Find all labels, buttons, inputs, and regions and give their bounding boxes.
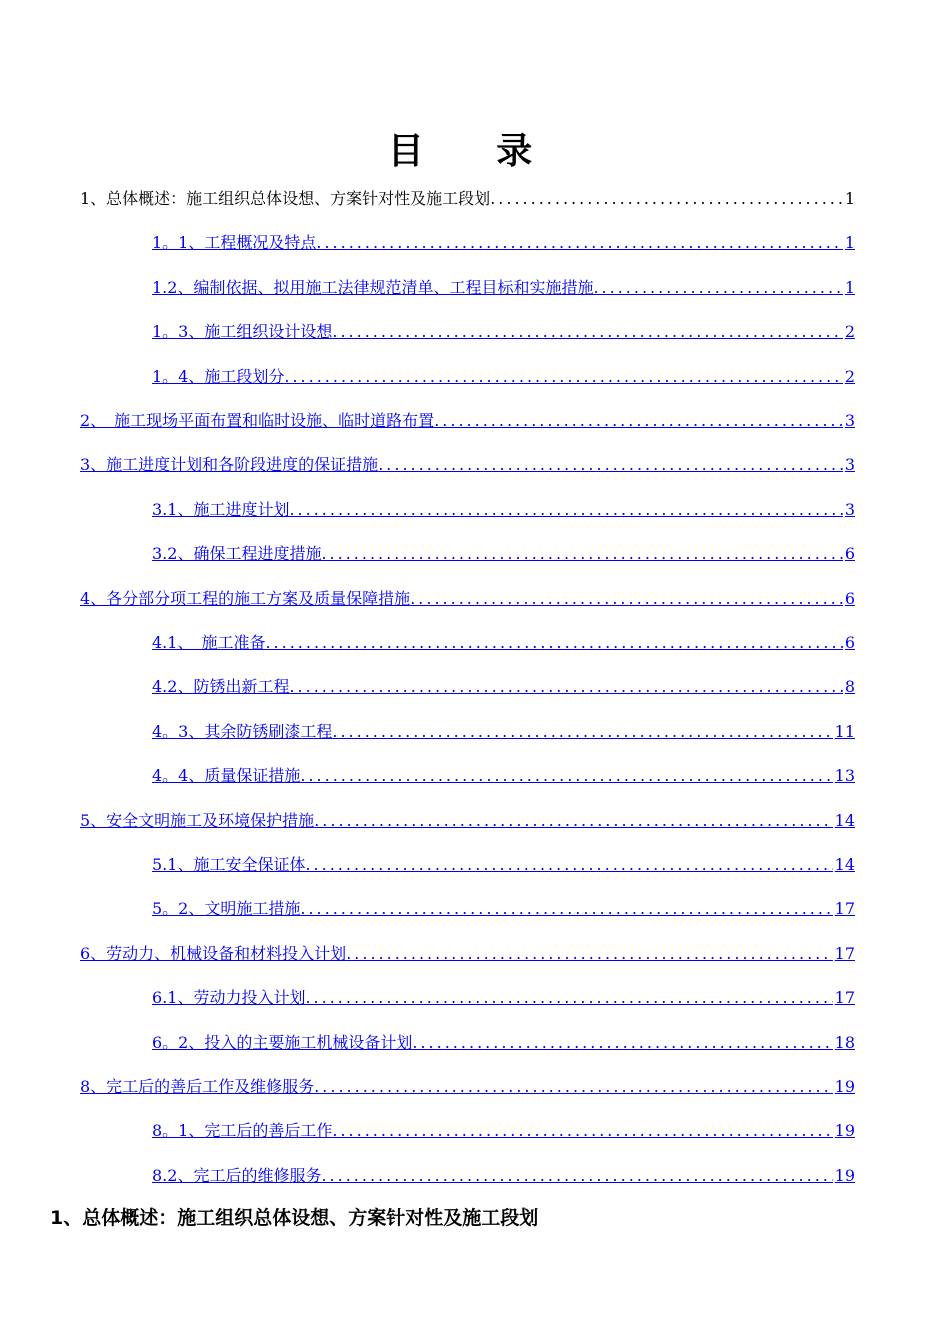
toc-entry-page: 11 <box>834 721 855 741</box>
toc-dot-leader <box>378 454 843 476</box>
toc-entry-text: 5。2、文明施工措施 <box>152 899 301 919</box>
toc-entry-text: 3、施工进度计划和各阶段进度的保证措施 <box>80 455 379 475</box>
toc-entry-page: 3 <box>844 411 855 430</box>
toc-entry[interactable] <box>80 806 855 832</box>
toc-entry-text: 5.1、施工安全保证体 <box>152 855 306 874</box>
toc-entry[interactable] <box>152 539 855 565</box>
toc-entry[interactable] <box>80 1072 855 1098</box>
toc-dot-leader <box>593 277 842 299</box>
toc-entry-text: 4.1、 施工准备 <box>152 633 266 652</box>
toc-entry[interactable] <box>152 317 855 343</box>
toc-dot-leader <box>332 721 832 743</box>
toc-entry[interactable] <box>152 672 855 698</box>
toc-entry-page: 19 <box>834 1165 855 1185</box>
toc-entry-page: 17 <box>834 988 855 1008</box>
toc-entry-text: 1、总体概述：施工组织总体设想、方案针对性及施工段划 <box>80 189 491 208</box>
toc-entry[interactable] <box>152 717 855 743</box>
toc-entry[interactable] <box>152 1161 855 1187</box>
toc-entry-text: 8。1、完工后的善后工作 <box>152 1121 333 1141</box>
toc-entry-page: 1 <box>844 189 855 208</box>
toc-dot-leader <box>289 499 842 521</box>
toc-dot-leader <box>314 810 832 832</box>
toc-dot-leader <box>314 1076 832 1098</box>
toc-dot-leader <box>300 898 832 920</box>
section-heading: 1、总体概述：施工组织总体设想、方案针对性及施工段划 <box>50 1207 539 1229</box>
toc-entry[interactable] <box>152 495 855 521</box>
toc-dot-leader <box>265 632 842 654</box>
toc-entry[interactable] <box>80 406 855 432</box>
toc-entry-page: 3 <box>844 455 855 475</box>
toc-entry-text: 4.2、防锈出新工程 <box>152 677 290 697</box>
toc-entry-text: 3.2、确保工程进度措施 <box>152 544 322 564</box>
toc-entry-text: 3.1、施工进度计划 <box>152 499 290 519</box>
toc-title: 目 录 <box>387 131 563 172</box>
toc-entry-page: 3 <box>844 499 855 519</box>
toc-entry-text: 4、各分部分项工程的施工方案及质量保障措施 <box>80 588 411 608</box>
toc-entry-page: 19 <box>834 1077 855 1096</box>
toc-entry[interactable] <box>152 628 855 654</box>
toc-entry[interactable] <box>152 850 855 876</box>
toc-dot-leader <box>305 854 832 876</box>
toc-entry-page: 13 <box>834 766 855 786</box>
toc-dot-leader <box>305 987 832 1009</box>
toc-entry-page: 18 <box>834 1032 855 1052</box>
toc-entry[interactable] <box>80 584 855 610</box>
toc-entry[interactable] <box>152 273 855 299</box>
toc-dot-leader <box>434 410 843 432</box>
toc-entry-text: 4。3、其余防锈刷漆工程 <box>152 721 333 741</box>
toc-entry-page: 19 <box>834 1121 855 1141</box>
toc-entry-page: 2 <box>844 322 855 342</box>
toc-entry[interactable] <box>152 761 855 787</box>
toc-dot-leader <box>410 588 843 610</box>
toc-entry-page: 17 <box>834 899 855 919</box>
toc-dot-leader <box>289 676 842 698</box>
toc-entry-text: 1.2、编制依据、拟用施工法律规范清单、工程目标和实施措施 <box>152 277 594 297</box>
toc-entry[interactable] <box>80 939 855 965</box>
toc-entry-text: 8.2、完工后的维修服务 <box>152 1165 322 1185</box>
toc-entry[interactable] <box>152 228 855 254</box>
toc-dot-leader <box>321 1165 832 1187</box>
toc-entry-text: 4。4、质量保证措施 <box>152 766 301 786</box>
toc-entry-page: 17 <box>834 943 855 963</box>
toc-dot-leader <box>332 321 842 343</box>
toc-entry-page: 6 <box>844 544 855 564</box>
toc-dot-leader <box>346 943 832 965</box>
toc-entry-page: 6 <box>844 588 855 608</box>
toc-dot-leader <box>412 1032 832 1054</box>
toc-entry[interactable] <box>152 1116 855 1142</box>
toc-entry-text: 1。3、施工组织设计设想 <box>152 322 333 342</box>
toc-entry[interactable] <box>152 362 855 388</box>
toc-entry-page: 8 <box>844 677 855 697</box>
toc-entry-text: 5、安全文明施工及环境保护措施 <box>80 810 315 830</box>
toc-entry[interactable] <box>80 184 855 210</box>
toc-dot-leader <box>321 543 842 565</box>
toc-entry-text: 8、完工后的善后工作及维修服务 <box>80 1077 315 1096</box>
toc-entry-text: 6。2、投入的主要施工机械设备计划 <box>152 1032 413 1052</box>
toc-dot-leader <box>316 232 842 254</box>
toc-entry-page: 14 <box>834 810 855 830</box>
toc-entry[interactable] <box>80 450 855 476</box>
toc-entry-page: 1 <box>844 233 855 253</box>
toc-entry[interactable] <box>152 1028 855 1054</box>
toc-entry-page: 6 <box>844 633 855 652</box>
toc-entry-text: 1。4、施工段划分 <box>152 366 285 386</box>
toc-entry[interactable] <box>152 894 855 920</box>
toc-entry-text: 6.1、劳动力投入计划 <box>152 988 306 1008</box>
toc-dot-leader <box>284 366 842 388</box>
toc-entry-page: 14 <box>834 855 855 874</box>
toc-entry-text: 1。1、工程概况及特点 <box>152 233 317 253</box>
toc-entry[interactable] <box>152 983 855 1009</box>
toc-dot-leader <box>300 765 832 787</box>
toc-entry-text: 6、劳动力、机械设备和材料投入计划 <box>80 943 347 963</box>
toc-dot-leader <box>490 188 843 210</box>
toc-entry-page: 1 <box>844 277 855 297</box>
toc-dot-leader <box>332 1120 832 1142</box>
toc-entry-text: 2、 施工现场平面布置和临时设施、临时道路布置 <box>80 411 435 430</box>
toc-entry-page: 2 <box>844 366 855 386</box>
